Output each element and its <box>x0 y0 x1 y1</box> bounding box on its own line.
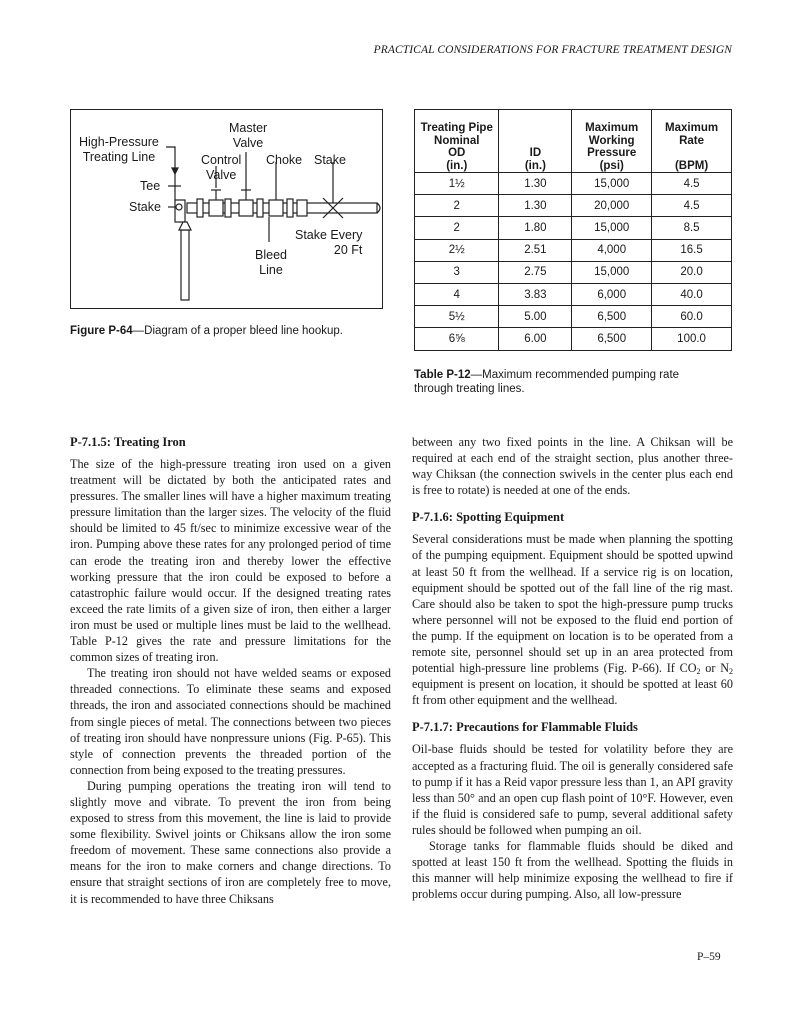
page-number: P–59 <box>697 951 721 963</box>
table-cell: 6,000 <box>572 283 652 305</box>
table-cell: 2.51 <box>499 239 572 261</box>
table-cell: 6⅝ <box>415 328 499 350</box>
table-row <box>415 306 732 328</box>
pumping-rate-table <box>414 109 732 351</box>
table-cell: 1.80 <box>499 217 572 239</box>
table-cell: 15,000 <box>572 173 652 195</box>
table-cell: 2½ <box>415 239 499 261</box>
choke-body <box>269 200 283 216</box>
section-heading-spotting: P-7.1.6: Spotting Equipment <box>412 510 565 525</box>
table-cell: 1.30 <box>499 173 572 195</box>
bleed-line-pipe <box>181 230 189 300</box>
table-cell: 2.75 <box>499 261 572 283</box>
table-cell: 5.00 <box>499 306 572 328</box>
table-cell: 40.0 <box>652 283 732 305</box>
paragraph: During pumping operations the treating iron will tend to slightly move and vibrate. To prevent the iron from being exposed to stress from this movement, the line is laid to provide some flexibility. Swivel joints or Chiksans allow the iron some freedom of movement. These same connections also provide a means for the iron to make corners and change directions. To ensure that straight sections of iron are completely free to move, it is recommended to have three Chiksans <box>70 778 391 906</box>
running-head: PRACTICAL CONSIDERATIONS FOR FRACTURE TREATMENT DESIGN <box>373 44 732 56</box>
section-heading-flammable: P-7.1.7: Precautions for Flammable Fluids <box>412 720 638 735</box>
table-cell: 20.0 <box>652 261 732 283</box>
table-cell: 4,000 <box>572 239 652 261</box>
column-right <box>412 434 733 902</box>
table-row <box>415 239 732 261</box>
paragraph: The treating iron should not have welded seams or exposed threaded connections. To eliminate these seams and exposed threads, the iron and associated connections should be machined from single pieces of metal. The connections between two pieces of treating iron should have nonpressure unions (Fig. P-65). This style of connection prevents the threaded portion of the connection from being exposed to the treating pressures. <box>70 666 391 777</box>
label-stake-left: Stake <box>129 200 161 214</box>
table-cell: 100.0 <box>652 328 732 350</box>
section-heading-treating-iron: P-7.1.5: Treating Iron <box>70 435 186 449</box>
table-cell: 4.5 <box>652 173 732 195</box>
table-cell: 6.00 <box>499 328 572 350</box>
label-master-valve: Master Valve <box>229 121 268 150</box>
table-cell: 6,500 <box>572 306 652 328</box>
table-cell: 4 <box>415 283 499 305</box>
column-left <box>70 434 391 907</box>
table-cell: 4.5 <box>652 195 732 217</box>
table-cell: 6,500 <box>572 328 652 350</box>
section-flammable-fluids <box>412 719 733 902</box>
table-row <box>415 217 732 239</box>
table-row <box>415 261 732 283</box>
paragraph: The size of the high-pressure treating iron used on a given treatment will be dictated by both the anticipated rates and pressures. The smaller lines will have a higher maximum treating pressure limitation than the larger sizes. The velocity of the fluid should be limited to 45 ft/sec to minimize excessive wear of the iron. Pumping above these rates for any prolonged period of time can erode the treating iron and thereby lower the effective working pressure that the iron could be exposed to before a catastrophic failure would occur. If the designed treating rates exceed the rate limits of a given size of iron, then either a larger iron must be used or multiple lines must be laid to the wellhead. Table P-12 gives the rate and pressure limitations for the common sizes of treating iron. <box>70 457 391 665</box>
label-bleed-line: Bleed Line <box>255 248 287 277</box>
control-valve-body <box>239 200 253 216</box>
figure-caption: Figure P-64—Diagram of a proper bleed line hookup. <box>70 325 343 337</box>
table-cell: 2 <box>415 195 499 217</box>
table-cell: 60.0 <box>652 306 732 328</box>
stake-left <box>176 204 182 210</box>
arrow-down-icon <box>172 168 178 174</box>
paragraph: Storage tanks for flammable fluids should be diked and spotted at least 150 ft from the wellhead. Spotting the fluids in this manner will help minimize exposing the wellhead to fire if problems occur during pumping. Also, all low-pressure <box>412 838 733 902</box>
table-header-row <box>415 110 732 173</box>
figure-bleed-line-diagram <box>70 109 383 309</box>
label-choke: Choke <box>266 153 303 167</box>
table-cell: 3 <box>415 261 499 283</box>
table-header: Treating Pipe Nominal OD (in.) <box>415 110 499 173</box>
table-row <box>415 173 732 195</box>
label-control-valve: Control Valve <box>201 153 242 182</box>
table-caption: Table P-12—Maximum recommended pumping rate through treating lines. <box>414 369 680 395</box>
table-cell: 1.30 <box>499 195 572 217</box>
table-row <box>415 283 732 305</box>
table-cell: 5½ <box>415 306 499 328</box>
table-cell: 3.83 <box>499 283 572 305</box>
label-tee: Tee <box>140 179 161 193</box>
table-cell: 1½ <box>415 173 499 195</box>
label-stake: Stake <box>314 153 346 167</box>
table-cell: 15,000 <box>572 261 652 283</box>
table-cell: 20,000 <box>572 195 652 217</box>
table-row <box>415 195 732 217</box>
table-header: ID (in.) <box>499 110 572 173</box>
paragraph: Several considerations must be made when planning the spotting of the pumping equipment. Equipment should be spotted upwind at least 50 ft from the wellhead. If a service rig is on location, equipment should be spotted out of the fall line of the rig mast. Care should also be taken to spot the high-pressure pump trucks where personnel will not be exposed to the fluid end portion of the pump. If the equipment on location is to be operated from a remote site, personnel should set up in an area protected from potential high-pressure line problems (Fig. P-66). If $CO_2$ or $N_2$ equipment is present on location, it should be spotted at least 60 ft from other equipment and the wellhead. <box>412 532 733 708</box>
table-cell: 8.5 <box>652 217 732 239</box>
paragraph: between any two fixed points in the line. A Chiksan will be required at each end of the straight section, plus another three-way Chiksan (the connection swivels in the center plus each end is free to rotate) is needed at one of the ends. <box>412 435 733 498</box>
table-header: Maximum Working Pressure (psi) <box>572 110 652 173</box>
tee-fitting <box>175 200 185 222</box>
table-cell: 16.5 <box>652 239 732 261</box>
paragraph: Oil-base fluids should be tested for volatility before they are accepted as a fracturing fluid. The oil is generally considered safe to pump if it has a Reid vapor pressure less than 1, an API gravity less than 50° and an open cup flash point of 10°F. However, even if the fluid is considered safe to pump, several additional safety rules should be followed when pumping an oil. <box>412 742 733 837</box>
table-cell: 15,000 <box>572 217 652 239</box>
section-spotting-equipment <box>412 509 733 708</box>
master-valve-body <box>209 200 223 216</box>
table-cell: 2 <box>415 217 499 239</box>
label-high-pressure-line: High-Pressure Treating Line <box>79 135 159 164</box>
label-stake-every: Stake Every 20 Ft <box>295 228 363 257</box>
table-row <box>415 328 732 350</box>
table-header: Maximum Rate (BPM) <box>652 110 732 173</box>
